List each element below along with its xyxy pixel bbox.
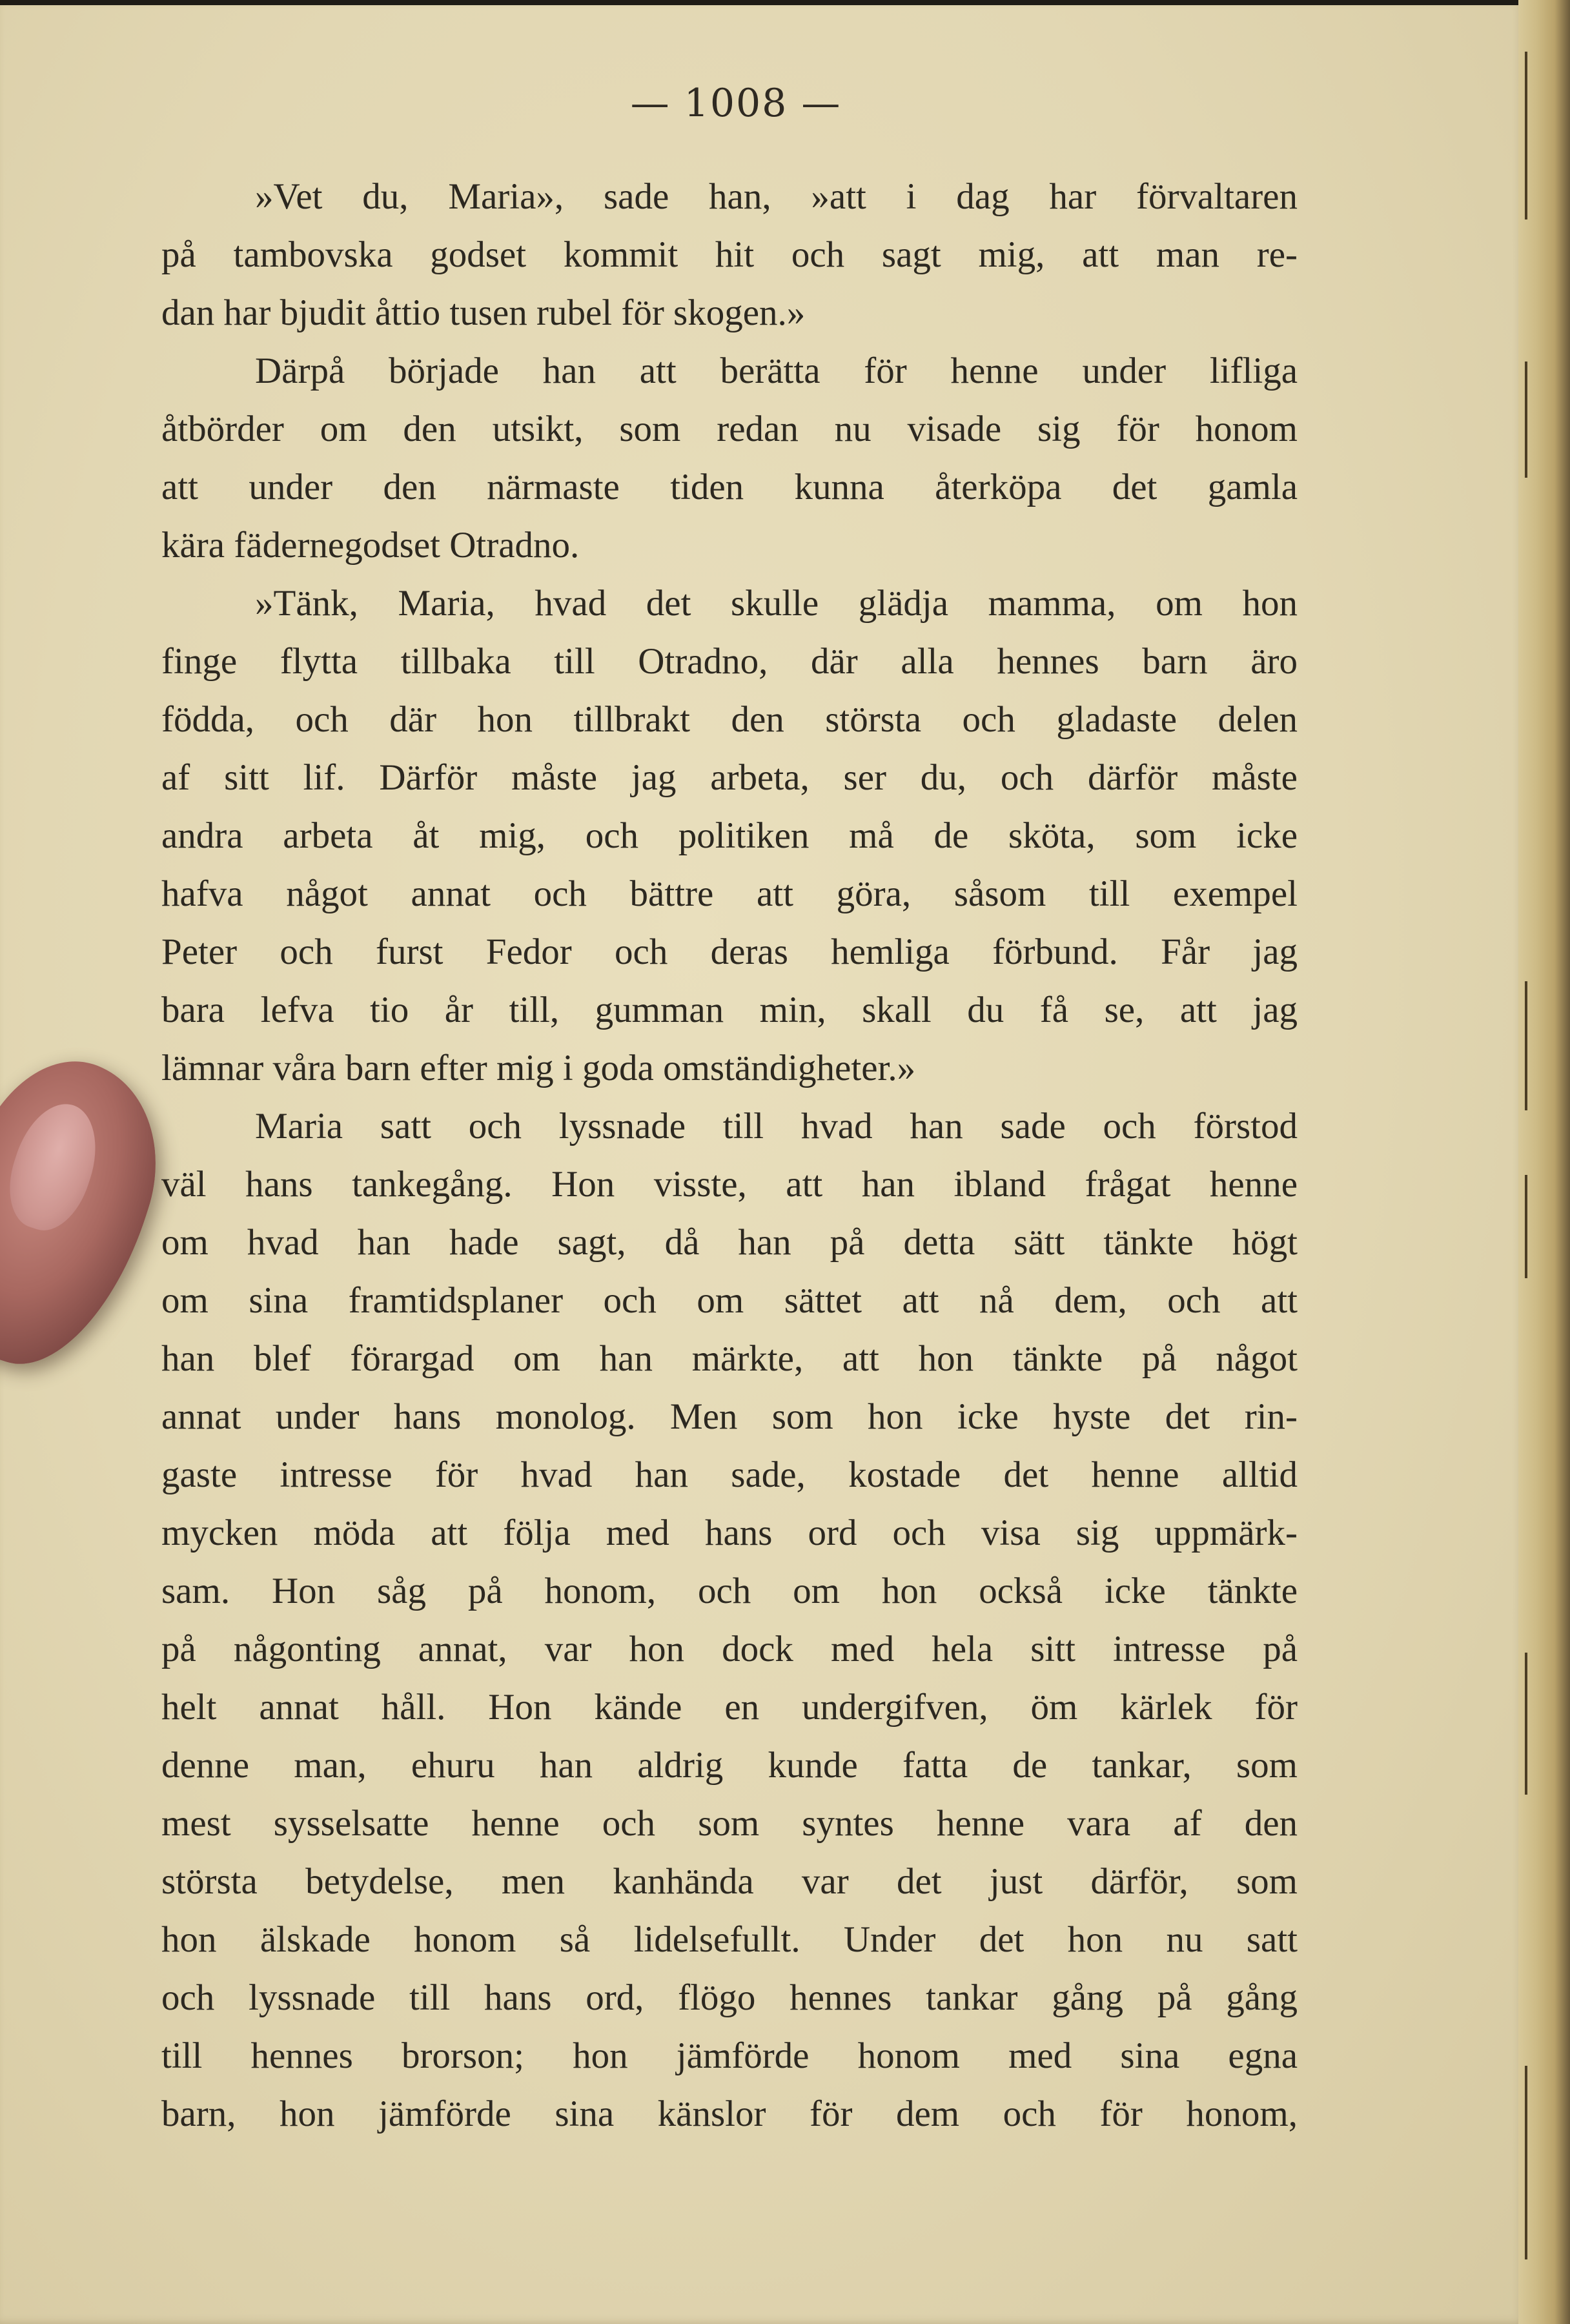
text-line: och lyssnade till hans ord, flögo hennes tankar gång på gång [161, 1977, 1298, 2018]
text-line: Peter och furst Fedor och deras hemliga förbund. Får jag [161, 932, 1298, 972]
text-line: på någonting annat, var hon dock med hela sitt intresse på [161, 1629, 1298, 1669]
text-line: hon älskade honom så lidelsefullt. Under det hon nu satt [161, 1919, 1298, 1960]
text-line: denne man, ehuru han aldrig kunde fatta de tankar, som [161, 1745, 1298, 1786]
text-line: åtbörder om den utsikt, som redan nu visade sig för honom [161, 409, 1298, 449]
text-line: kära fädernegodset Otradno. [161, 525, 580, 566]
text-line: till hennes brorson; hon jämförde honom med sina egna [161, 2035, 1298, 2076]
text-line: födda, och där hon tillbrakt den största och gladaste delen [161, 699, 1298, 740]
page-number-header: — 1008 — [630, 81, 842, 126]
edge-crease [1525, 1653, 1527, 1795]
text-line: Maria satt och lyssnade till hvad han sade och förstod [255, 1106, 1298, 1147]
edge-crease [1525, 52, 1527, 219]
text-line: »Tänk, Maria, hvad det skulle glädja mamma, om hon [255, 583, 1298, 624]
text-line: på tambovska godset kommit hit och sagt mig, att man re- [161, 234, 1298, 275]
text-line: barn, hon jämförde sina känslor för dem och för honom, [161, 2094, 1298, 2134]
text-line: lämnar våra barn efter mig i goda omständigheter.» [161, 1048, 916, 1088]
text-line: annat under hans monolog. Men som hon icke hyste det rin- [161, 1396, 1298, 1437]
text-line: väl hans tankegång. Hon visste, att han ibland frågat henne [161, 1164, 1298, 1205]
text-line: hafva något annat och bättre att göra, såsom till exempel [161, 873, 1298, 914]
edge-crease [1525, 362, 1527, 478]
text-line: »Vet du, Maria», sade han, »att i dag har förvaltaren [255, 176, 1298, 217]
text-line: han blef förargad om han märkte, att hon tänkte på något [161, 1338, 1298, 1379]
text-line: sam. Hon såg på honom, och om hon också icke tänkte [161, 1571, 1298, 1611]
text-line: bara lefva tio år till, gumman min, skall du få se, att jag [161, 990, 1298, 1030]
text-line: om hvad han hade sagt, då han på detta sätt tänkte högt [161, 1222, 1298, 1263]
edge-crease [1525, 981, 1527, 1110]
text-line: Därpå började han att berätta för henne under lifliga [255, 351, 1298, 391]
text-line: att under den närmaste tiden kunna återköpa det gamla [161, 467, 1298, 507]
text-line: om sina framtidsplaner och om sättet att nå dem, och att [161, 1280, 1298, 1321]
text-line: dan har bjudit åttio tusen rubel för skogen.» [161, 292, 806, 333]
edge-crease [1525, 2066, 1527, 2259]
text-line: helt annat håll. Hon kände en undergifven, öm kärlek för [161, 1687, 1298, 1728]
text-line: andra arbeta åt mig, och politiken må de sköta, som icke [161, 815, 1298, 856]
edge-crease [1525, 1175, 1527, 1278]
text-line: mycken möda att följa med hans ord och visa sig uppmärk- [161, 1513, 1298, 1553]
page-top-edge [0, 0, 1527, 5]
text-line: finge flytta tillbaka till Otradno, där alla hennes barn äro [161, 641, 1298, 682]
text-line: gaste intresse för hvad han sade, kostade det henne alltid [161, 1454, 1298, 1495]
text-line: af sitt lif. Därför måste jag arbeta, ser du, och därför måste [161, 757, 1298, 798]
thumbnail [0, 1094, 110, 1240]
page-stack-edge [1518, 0, 1570, 2324]
text-line: största betydelse, men kanhända var det just därför, som [161, 1861, 1298, 1902]
text-line: mest sysselsatte henne och som syntes henne vara af den [161, 1803, 1298, 1844]
